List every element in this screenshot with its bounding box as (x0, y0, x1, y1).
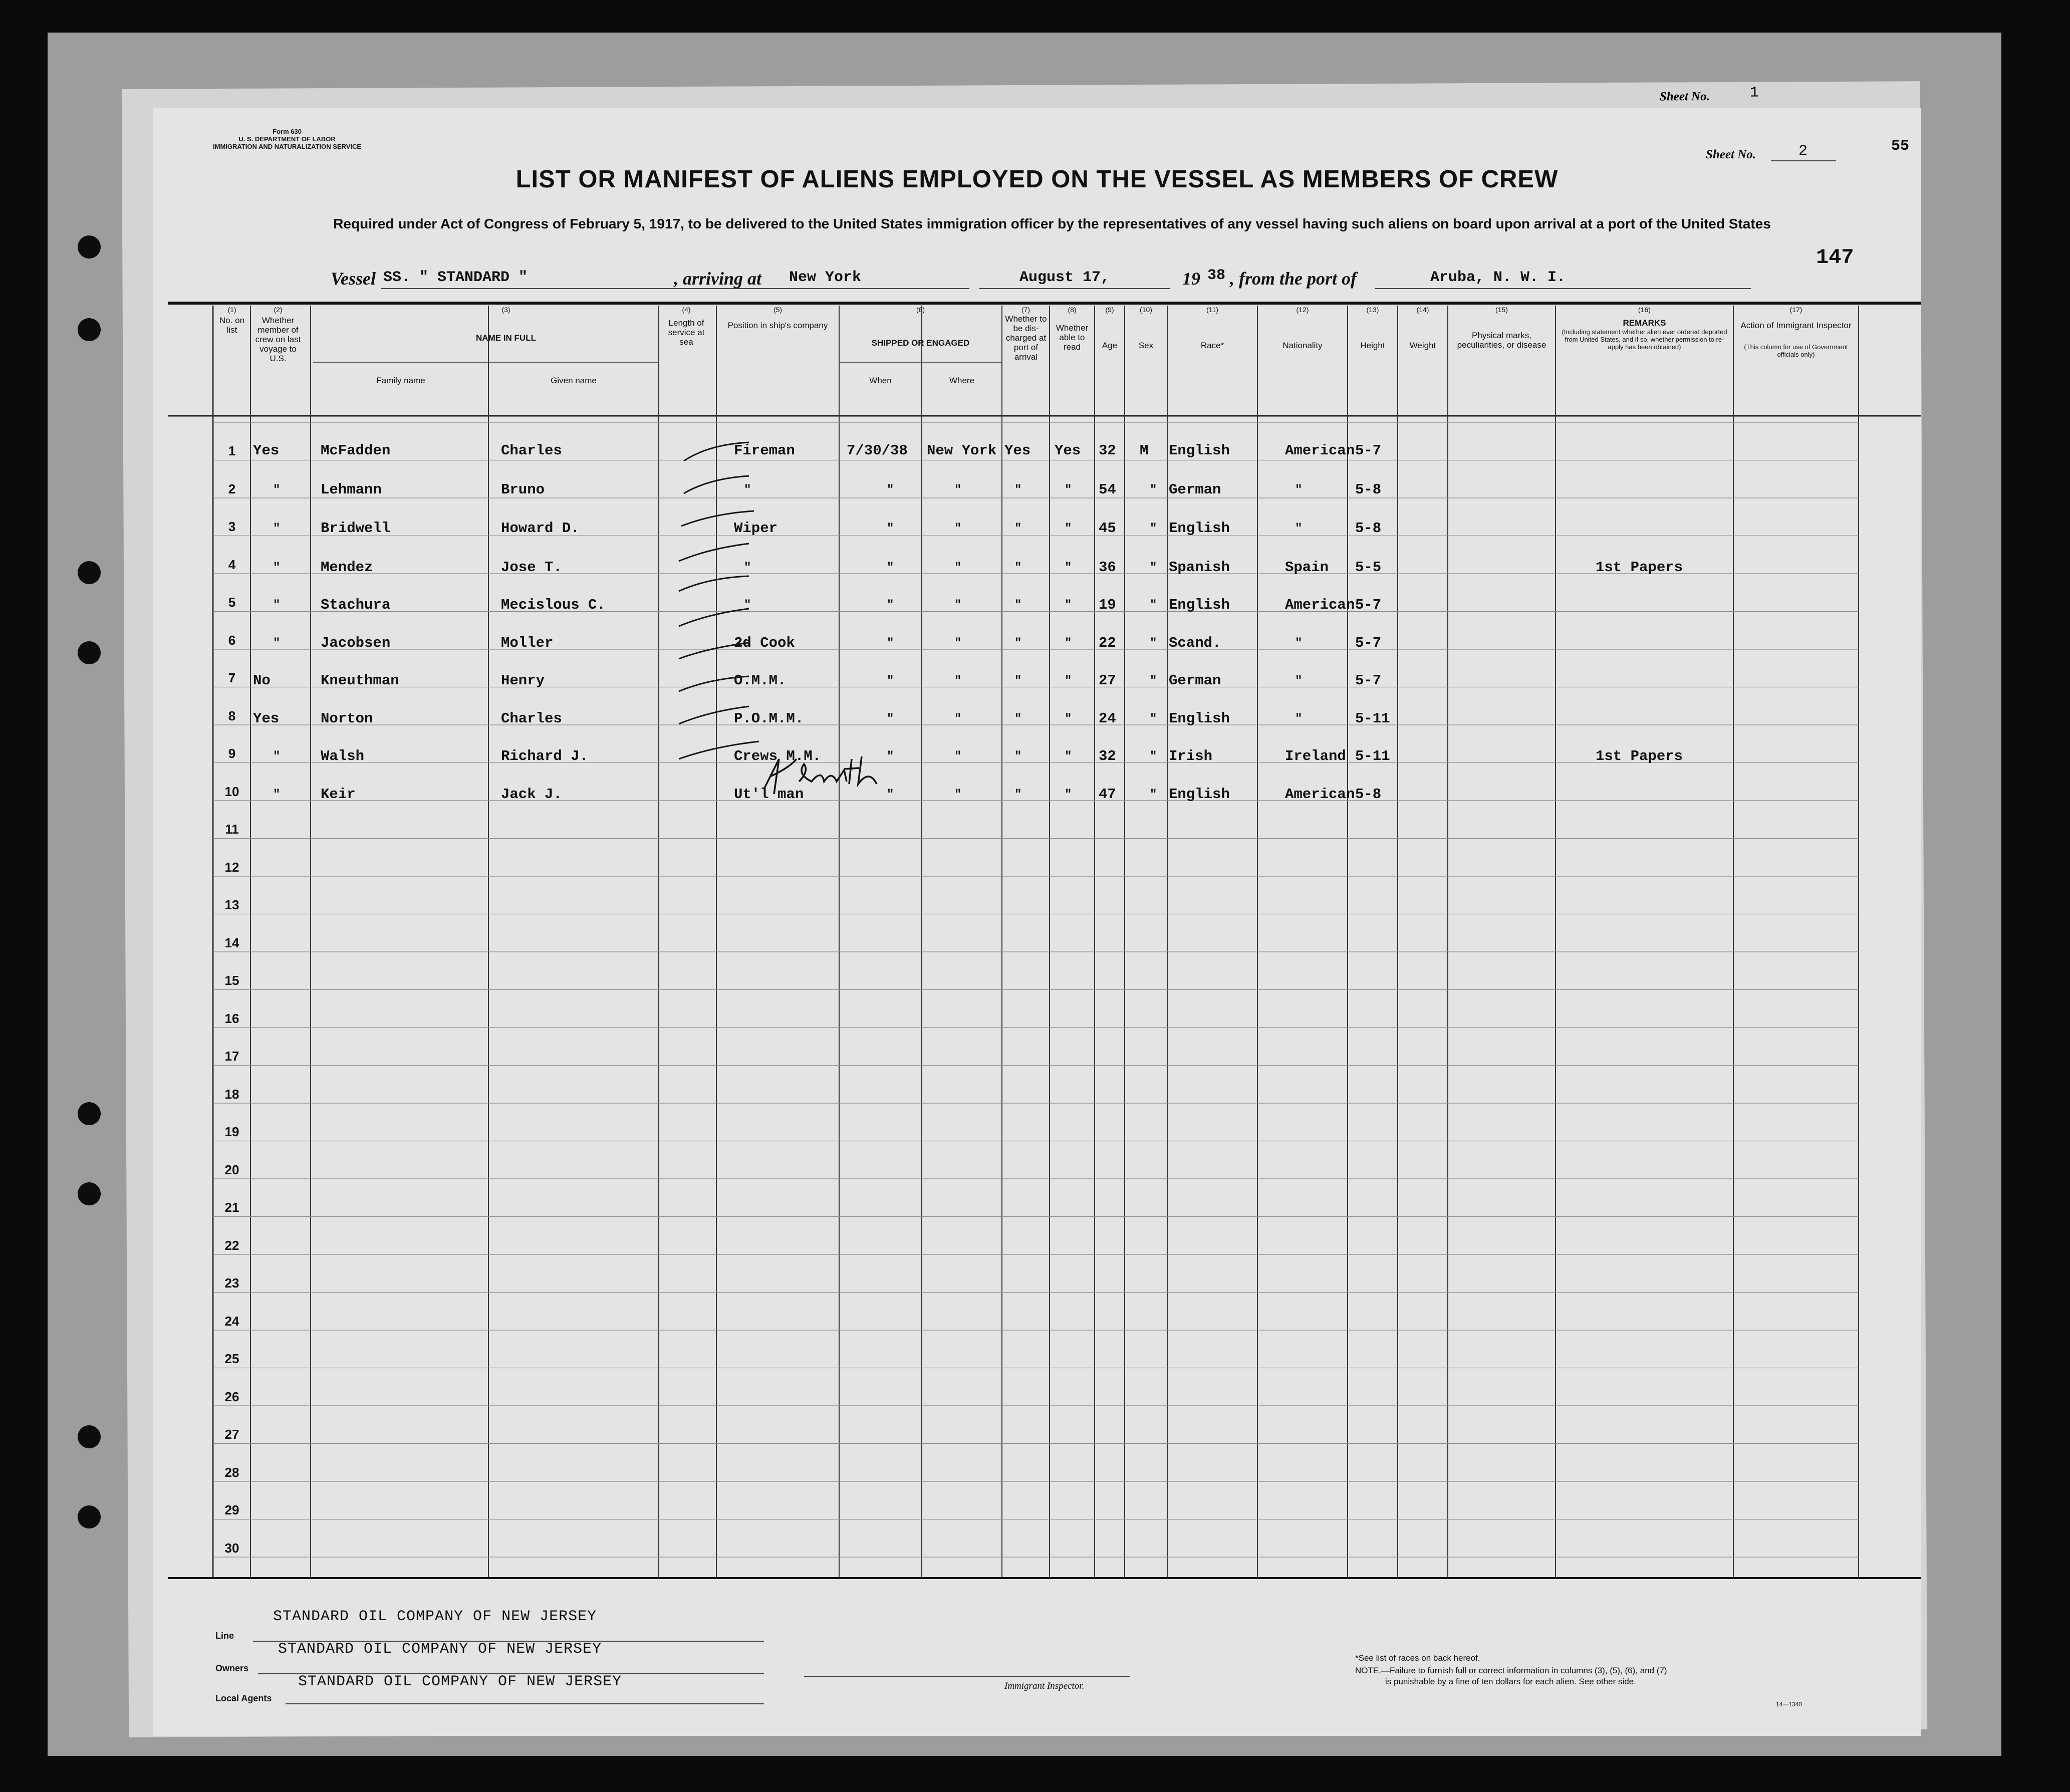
shipped-when-cell: " (887, 636, 894, 650)
given-name-cell: Mecislous C. (501, 597, 606, 613)
row-number: 25 (224, 1351, 239, 1366)
family-name-cell: Bridwell (321, 520, 391, 537)
position-cell: O.M.M. (734, 672, 787, 689)
row-number: 15 (224, 973, 239, 988)
arriving-port: New York (789, 269, 862, 286)
row-number: 13 (224, 897, 239, 912)
age-cell: 36 (1099, 559, 1116, 576)
sex-cell: " (1150, 750, 1157, 763)
remarks-cell: 1st Papers (1596, 559, 1683, 576)
col16-header: REMARKS (1623, 318, 1666, 328)
row-number: 24 (224, 1313, 239, 1329)
sheet-label: Sheet No. (1706, 148, 1756, 161)
given-name-cell: Bruno (501, 481, 545, 498)
able-to-read-cell: Yes (1055, 442, 1081, 459)
discharged-cell: " (1014, 750, 1022, 763)
row-number: 16 (224, 1010, 239, 1026)
col1-header: No. on list (219, 316, 245, 335)
family-name-cell: McFadden (321, 442, 391, 459)
family-name-cell: Keir (321, 786, 356, 803)
col6-num: (6) (916, 306, 925, 314)
race-cell: English (1169, 442, 1230, 459)
nationality-cell: American (1285, 597, 1355, 613)
prev-voyage-cell: " (273, 599, 281, 612)
arrival-year: 38 (1207, 267, 1226, 284)
row-number: 4 (228, 557, 236, 572)
row-number: 18 (224, 1086, 239, 1102)
col1-num: (1) (227, 306, 236, 314)
year-prefix: 19 (1182, 269, 1200, 289)
punch-hole (78, 1182, 101, 1205)
given-name-cell: Richard J. (501, 748, 589, 764)
arrival-date: August 17, (1019, 269, 1110, 286)
shipped-where-cell: " (954, 712, 962, 726)
sex-cell: " (1150, 712, 1157, 726)
back-sheet-number: 1 (1749, 84, 1759, 102)
nationality-cell: " (1295, 712, 1303, 726)
shipped-where-cell: " (954, 636, 962, 650)
col12-num: (12) (1296, 306, 1309, 314)
age-cell: 45 (1099, 520, 1116, 537)
punch-hole (78, 561, 101, 584)
shipped-when-cell: " (887, 599, 894, 612)
col7-num: (7) (1021, 306, 1030, 314)
col10-header: Sex (1138, 341, 1154, 350)
race-cell: Spanish (1169, 559, 1230, 576)
given-name-cell: Jack J. (501, 786, 562, 803)
shipped-where-cell: " (954, 483, 962, 497)
owners-value: STANDARD OIL COMPANY OF NEW JERSEY (278, 1641, 602, 1658)
family-name-cell: Jacobsen (321, 634, 391, 651)
row-number: 30 (224, 1540, 239, 1556)
from-label: , from the port of (1230, 269, 1357, 289)
col17-note: (This column for use of Government officials only) (1744, 343, 1848, 358)
shipped-when-cell: " (887, 788, 894, 802)
col9-num: (9) (1105, 306, 1114, 314)
punch-hole (78, 641, 101, 664)
race-cell: English (1169, 520, 1230, 537)
discharged-cell: " (1014, 712, 1022, 726)
col2-num: (2) (274, 306, 283, 314)
able-to-read-cell: " (1065, 483, 1072, 497)
handwritten-signature (764, 756, 877, 794)
row-number: 17 (224, 1049, 239, 1064)
col12-header: Nationality (1282, 341, 1323, 350)
family-name-cell: Kneuthman (321, 672, 399, 689)
prev-voyage-cell: " (273, 750, 281, 763)
height-cell: 5-8 (1355, 481, 1382, 498)
page-subtitle: Required under Act of Congress of February 5, 1917, to be delivered to the United States immigration officer by the representatives of any vessel having such aliens on board upon arrival at a port of the United States (333, 216, 1771, 231)
discharged-cell: " (1014, 483, 1022, 497)
shipped-where-cell: New York (927, 442, 997, 459)
sex-cell: M (1140, 442, 1149, 459)
vessel-label: Vessel (331, 269, 376, 289)
family-name-cell: Stachura (321, 597, 391, 613)
from-port: Aruba, N. W. I. (1430, 269, 1566, 286)
able-to-read-cell: " (1065, 522, 1072, 536)
manifest-page (153, 108, 1921, 1736)
age-cell: 32 (1099, 748, 1116, 764)
prev-voyage-cell: " (273, 483, 281, 497)
col15-num: (15) (1495, 306, 1508, 314)
sex-cell: " (1150, 636, 1157, 650)
form-number: Form 630 (273, 128, 302, 135)
where-header: Where (949, 376, 975, 385)
race-cell: German (1169, 672, 1221, 689)
prev-voyage-cell: " (273, 522, 281, 536)
row-number: 8 (228, 708, 236, 723)
owners-label: Owners (215, 1663, 249, 1673)
height-cell: 5-11 (1355, 710, 1390, 727)
height-cell: 5-8 (1355, 786, 1382, 803)
age-cell: 22 (1099, 634, 1116, 651)
line-value: STANDARD OIL COMPANY OF NEW JERSEY (273, 1608, 597, 1625)
row-number: 27 (224, 1427, 239, 1442)
row-number: 26 (224, 1389, 239, 1404)
position-cell: " (744, 561, 751, 575)
age-cell: 32 (1099, 442, 1116, 459)
page-title: LIST OR MANIFEST OF ALIENS EMPLOYED ON THE VESSEL AS MEMBERS OF CREW (515, 166, 1559, 193)
nationality-cell: Spain (1285, 559, 1329, 576)
when-header: When (869, 376, 892, 385)
agents-underline (286, 1703, 764, 1704)
race-cell: Scand. (1169, 634, 1221, 651)
nationality-cell: " (1295, 636, 1303, 650)
punch-hole (78, 1425, 101, 1448)
discharged-cell: " (1014, 599, 1022, 612)
shipped-where-cell: " (954, 599, 962, 612)
col2-header: Whether member of crew on last voyage to U.S. (255, 316, 301, 363)
penalty-note-1: NOTE.—Failure to furnish full or correct information in columns (3), (5), (6), and (7) (1355, 1666, 1667, 1675)
races-note: *See list of races on back hereof. (1355, 1653, 1480, 1663)
side-number: 55 (1891, 138, 1910, 155)
row-number: 10 (224, 784, 239, 799)
family-name-cell: Norton (321, 710, 373, 727)
department-name: U. S. DEPARTMENT OF LABOR (238, 135, 336, 143)
shipped-where-cell: " (954, 750, 962, 763)
row-number: 1 (228, 443, 236, 458)
row-number: 12 (224, 859, 239, 875)
col13-num: (13) (1366, 306, 1379, 314)
shipped-when-cell: " (887, 483, 894, 497)
able-to-read-cell: " (1065, 561, 1072, 575)
col3-header: NAME IN FULL (476, 333, 536, 343)
prev-voyage-cell: " (273, 561, 281, 575)
family-name-header: Family name (376, 376, 425, 385)
col11-header: Race* (1200, 341, 1224, 350)
row-number: 22 (224, 1237, 239, 1253)
row-number: 5 (228, 595, 236, 610)
height-cell: 5-7 (1355, 597, 1382, 613)
shipped-when-cell: " (887, 561, 894, 575)
able-to-read-cell: " (1065, 674, 1072, 688)
discharged-cell: " (1014, 674, 1022, 688)
agents-value: STANDARD OIL COMPANY OF NEW JERSEY (298, 1673, 622, 1690)
remarks-cell: 1st Papers (1596, 748, 1683, 764)
penalty-note-2: is punishable by a fine of ten dollars for each alien. See other side. (1385, 1677, 1636, 1686)
handwriting-overlay (153, 108, 1921, 1736)
punch-hole (78, 235, 101, 259)
punch-hole (78, 1102, 101, 1125)
discharged-cell: Yes (1004, 442, 1031, 459)
position-cell: Fireman (734, 442, 795, 459)
inspector-label: Immigrant Inspector. (1004, 1681, 1085, 1691)
col8-num: (8) (1068, 306, 1077, 314)
col17-num: (17) (1789, 306, 1802, 314)
race-cell: Irish (1169, 748, 1213, 764)
given-name-cell: Charles (501, 710, 562, 727)
col16-note: (Including statement whether alien ever ordered deported from United States, and if so, whether permission to re-apply has been obtained) (1562, 328, 1727, 351)
position-cell: P.O.M.M. (734, 710, 804, 727)
col9-header: Age (1102, 341, 1118, 350)
row-number: 23 (224, 1275, 239, 1291)
discharged-cell: " (1014, 561, 1022, 575)
row-number: 7 (228, 670, 236, 685)
back-sheet-label: Sheet No. (1659, 90, 1710, 104)
shipped-where-cell: " (954, 674, 962, 688)
race-cell: English (1169, 710, 1230, 727)
shipped-where-cell: " (954, 522, 962, 536)
age-cell: 47 (1099, 786, 1116, 803)
height-cell: 5-5 (1355, 559, 1382, 576)
sex-cell: " (1150, 483, 1157, 497)
row-number: 9 (228, 746, 236, 761)
col16-num: (16) (1638, 306, 1651, 314)
sex-cell: " (1150, 788, 1157, 802)
discharged-cell: " (1014, 788, 1022, 802)
punch-hole (78, 318, 101, 341)
discharged-cell: " (1014, 636, 1022, 650)
race-cell: English (1169, 786, 1230, 803)
prev-voyage-cell: " (273, 636, 281, 650)
able-to-read-cell: " (1065, 750, 1072, 763)
family-name-cell: Walsh (321, 748, 365, 764)
col10-num: (10) (1140, 306, 1152, 314)
family-name-cell: Mendez (321, 559, 373, 576)
stamp-number: 147 (1816, 245, 1854, 270)
given-name-cell: Howard D. (501, 520, 580, 537)
able-to-read-cell: " (1065, 636, 1072, 650)
row-number: 20 (224, 1162, 239, 1177)
shipped-when-cell: " (887, 674, 894, 688)
age-cell: 24 (1099, 710, 1116, 727)
nationality-cell: " (1295, 483, 1303, 497)
col13-header: Height (1360, 341, 1385, 350)
sex-cell: " (1150, 561, 1157, 575)
able-to-read-cell: " (1065, 788, 1072, 802)
sex-cell: " (1150, 522, 1157, 536)
check-strokes (679, 442, 759, 759)
age-cell: 19 (1099, 597, 1116, 613)
col14-header: Weight (1409, 341, 1436, 350)
height-cell: 5-8 (1355, 520, 1382, 537)
race-cell: English (1169, 597, 1230, 613)
vessel-name: SS. " STANDARD " (383, 269, 528, 286)
height-cell: 5-7 (1355, 634, 1382, 651)
race-cell: German (1169, 481, 1221, 498)
col6-header: SHIPPED OR ENGAGED (871, 338, 970, 348)
col17-header: Action of Immigrant Inspector (1740, 321, 1852, 330)
height-cell: 5-7 (1355, 442, 1382, 459)
shipped-where-cell: " (954, 561, 962, 575)
able-to-read-cell: " (1065, 712, 1072, 726)
height-cell: 5-7 (1355, 672, 1382, 689)
line-label: Line (215, 1631, 234, 1641)
position-cell: Wiper (734, 520, 778, 537)
nationality-cell: American (1285, 442, 1355, 459)
agents-label: Local Agents (215, 1693, 272, 1703)
family-name-cell: Lehmann (321, 481, 382, 498)
nationality-cell: Ireland (1285, 748, 1346, 764)
row-number: 3 (228, 519, 236, 534)
given-name-cell: Jose T. (501, 559, 562, 576)
shipped-when-cell: 7/30/38 (847, 442, 908, 459)
punch-hole (78, 1505, 101, 1528)
col4-num: (4) (682, 306, 691, 314)
position-cell: 2d Cook (734, 634, 795, 651)
able-to-read-cell: " (1065, 599, 1072, 612)
col3-num: (3) (501, 306, 510, 314)
service-name: IMMIGRATION AND NATURALIZATION SERVICE (213, 143, 362, 150)
position-cell: " (744, 483, 751, 497)
col15-header: Physical marks, peculiarities, or disease (1457, 331, 1546, 350)
given-name-header: Given name (551, 376, 597, 385)
row-number: 29 (224, 1502, 239, 1517)
row-number: 21 (224, 1200, 239, 1215)
row-number: 19 (224, 1124, 239, 1139)
row-number: 6 (228, 632, 236, 648)
col4-header: Length of service at sea (668, 318, 705, 347)
age-cell: 54 (1099, 481, 1116, 498)
nationality-cell: " (1295, 522, 1303, 536)
position-cell: " (744, 599, 751, 612)
shipped-when-cell: " (887, 522, 894, 536)
given-name-cell: Charles (501, 442, 562, 459)
given-name-cell: Henry (501, 672, 545, 689)
shipped-where-cell: " (954, 788, 962, 802)
nationality-cell: " (1295, 674, 1303, 688)
row-number: 14 (224, 935, 239, 950)
col7-header: Whether to be dis-charged at port of arrival (1005, 314, 1047, 362)
sex-cell: " (1150, 599, 1157, 612)
row-number: 2 (228, 481, 236, 496)
given-name-cell: Moller (501, 634, 554, 651)
prev-voyage-cell: Yes (253, 710, 280, 727)
col11-num: (11) (1206, 306, 1218, 314)
height-cell: 5-11 (1355, 748, 1390, 764)
col5-header: Position in ship's company (727, 321, 828, 330)
position-cell: Ut'l man (734, 786, 804, 803)
prev-voyage-cell: " (273, 788, 281, 802)
sheet-number: 2 (1798, 143, 1808, 160)
inspector-signature-line (804, 1676, 1130, 1677)
col8-header: Whether able to read (1056, 323, 1089, 352)
shipped-when-cell: " (887, 750, 894, 763)
position-cell: Crews M.M. (734, 748, 822, 764)
arriving-label: , arriving at (674, 269, 762, 289)
discharged-cell: " (1014, 522, 1022, 536)
print-code: 14—1340 (1776, 1701, 1802, 1708)
sex-cell: " (1150, 674, 1157, 688)
col5-num: (5) (773, 306, 783, 314)
prev-voyage-cell: Yes (253, 442, 280, 459)
shipped-when-cell: " (887, 712, 894, 726)
row-number: 11 (225, 822, 239, 837)
prev-voyage-cell: No (253, 672, 271, 689)
row-number: 28 (224, 1464, 239, 1480)
age-cell: 27 (1099, 672, 1116, 689)
nationality-cell: American (1285, 786, 1355, 803)
col14-num: (14) (1416, 306, 1429, 314)
